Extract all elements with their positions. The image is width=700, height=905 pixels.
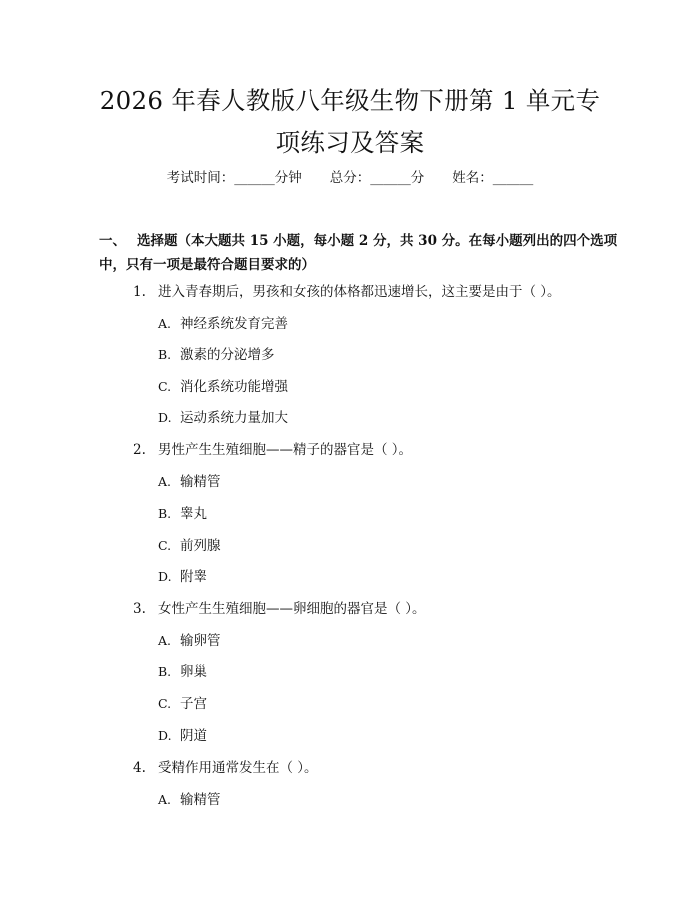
option-text: 附睾 xyxy=(180,569,207,585)
answer-option xyxy=(158,314,288,334)
option-letter: A. xyxy=(158,474,172,489)
question-text: 男性产生生殖细胞——精子的器官是（ ）。 xyxy=(158,442,413,458)
section-number: 一、 xyxy=(99,233,126,249)
option-text: 睾丸 xyxy=(180,506,207,522)
answer-option xyxy=(158,726,207,746)
question-stem xyxy=(133,599,426,619)
option-text: 输精管 xyxy=(180,792,221,808)
option-letter: D. xyxy=(158,569,172,584)
option-letter: D. xyxy=(158,728,172,743)
question-stem xyxy=(133,758,318,778)
answer-option xyxy=(158,377,288,397)
answer-option xyxy=(158,504,207,524)
option-letter: C. xyxy=(158,538,172,553)
option-text: 子宫 xyxy=(180,696,207,712)
option-letter: A. xyxy=(158,316,172,331)
answer-option xyxy=(158,472,221,492)
document-title xyxy=(70,80,630,164)
answer-option xyxy=(158,345,275,365)
question-stem xyxy=(133,282,561,302)
question-number: 2. xyxy=(133,442,146,458)
option-letter: D. xyxy=(158,410,172,425)
option-letter: C. xyxy=(158,696,172,711)
option-text: 消化系统功能增强 xyxy=(180,379,288,395)
answer-option xyxy=(158,536,221,556)
question-text: 受精作用通常发生在（ ）。 xyxy=(158,760,318,776)
option-text: 前列腺 xyxy=(180,538,221,554)
question-stem xyxy=(133,440,412,460)
option-letter: A. xyxy=(158,633,172,648)
question-text: 进入青春期后，男孩和女孩的体格都迅速增长，这主要是由于（ ）。 xyxy=(158,284,561,300)
total-score-field: 总分：______分 xyxy=(329,170,425,186)
option-letter: B. xyxy=(158,664,172,679)
question-text: 女性产生生殖细胞——卵细胞的器官是（ ）。 xyxy=(158,601,426,617)
option-text: 激素的分泌增多 xyxy=(180,347,275,363)
option-text: 运动系统力量加大 xyxy=(180,410,288,426)
answer-option xyxy=(158,694,207,714)
exam-info-row xyxy=(0,168,700,188)
option-text: 输卵管 xyxy=(180,633,221,649)
student-name-field: 姓名：______ xyxy=(452,170,534,186)
option-text: 输精管 xyxy=(180,474,221,490)
answer-option xyxy=(158,567,207,587)
question-number: 1. xyxy=(133,284,146,300)
section-heading xyxy=(99,229,619,277)
option-letter: A. xyxy=(158,792,172,807)
option-text: 阴道 xyxy=(180,728,207,744)
title-line-2: 项练习及答案 xyxy=(275,128,425,157)
exam-time-field: 考试时间：______分钟 xyxy=(166,170,302,186)
option-letter: B. xyxy=(158,506,172,521)
answer-option xyxy=(158,790,221,810)
answer-option xyxy=(158,662,207,682)
answer-option xyxy=(158,408,288,428)
question-number: 4. xyxy=(133,760,146,776)
answer-option xyxy=(158,631,221,651)
question-number: 3. xyxy=(133,601,146,617)
option-text: 神经系统发育完善 xyxy=(180,316,288,332)
title-line-1: 2026 年春人教版八年级生物下册第 1 单元专 xyxy=(99,86,601,115)
option-letter: C. xyxy=(158,379,172,394)
section-instructions: 选择题（本大题共 15 小题，每小题 2 分，共 30 分。在每小题列出的四个选项中，只有一项是最符合题目要求的） xyxy=(99,233,618,273)
option-letter: B. xyxy=(158,347,172,362)
option-text: 卵巢 xyxy=(180,664,207,680)
